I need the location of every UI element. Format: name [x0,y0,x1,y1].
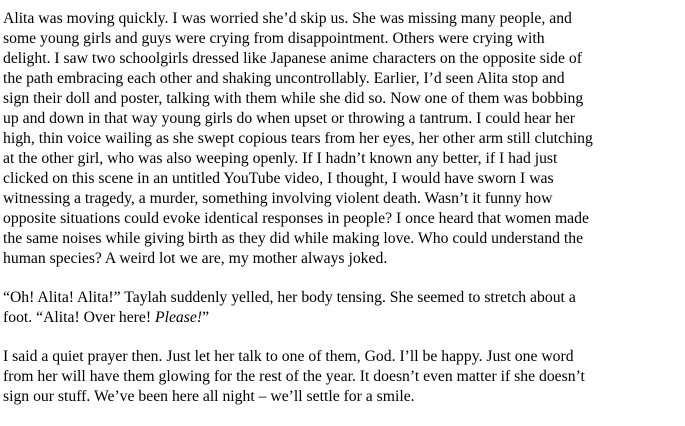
text-line: clicked on this scene in an untitled YouTube video, I thought, I would have sworn I was [3,170,554,187]
text-line: human species? A weird lot we are, my mother always joked. [3,250,388,267]
text-segment: foot. “Alita! Over here! [3,309,156,326]
text-line: the same noises while giving birth as they did while making love. Who could understand the [3,230,584,247]
text-line: sign their doll and poster, talking with them while she did so. Now one of them was bobbing [3,90,584,107]
paragraph-1 [3,9,683,269]
text-line: Alita was moving quickly. I was worried she’d skip us. She was missing many people, and [3,10,572,27]
text-line: the path embracing each other and shaking uncontrollably. Earlier, I’d seen Alita stop and [3,70,565,87]
text-line: witnessing a tragedy, a murder, something involving violent death. Wasn’t it funny how [3,190,553,207]
text-line [3,308,683,328]
text-line: from her will have them glowing for the rest of the year. It doesn’t even matter if she doesn’t [3,368,585,385]
text-line: high, thin voice wailing as she swept copious tears from her eyes, her other arm still clutching [3,130,593,147]
paragraph-2 [3,288,683,328]
text-line: opposite situations could evoke identical responses in people? I once heard that women made [3,210,589,227]
text-line: up and down in that way young girls do when upset or throwing a tantrum. I could hear her [3,110,576,127]
text-segment: ” [202,309,210,326]
text-line: some young girls and guys were crying from disappointment. Others were crying with [3,30,545,47]
text-line: “Oh! Alita! Alita!” Taylah suddenly yelled, her body tensing. She seemed to stretch about a [3,289,576,306]
text-line: sign our stuff. We’ve been here all night – we’ll settle for a smile. [3,388,415,405]
text-line: I said a quiet prayer then. Just let her talk to one of them, God. I’ll be happy. Just one word [3,348,574,365]
document-page [3,9,683,426]
text-line: at the other girl, who was also weeping openly. If I hadn’t known any better, if I had just [3,150,558,167]
text-line: delight. I saw two schoolgirls dressed like Japanese anime characters on the opposite side of [3,50,582,67]
paragraph-3 [3,347,683,407]
italic-text: Please! [155,309,203,326]
